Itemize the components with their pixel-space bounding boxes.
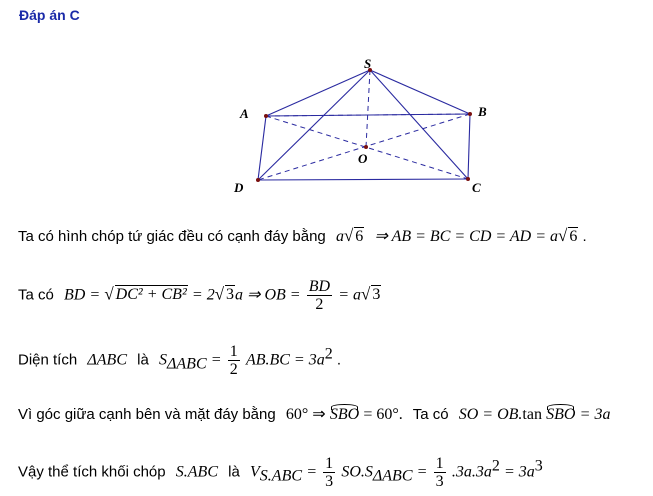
solution-line-4 [18, 404, 610, 424]
line5-sup-b: 3 [534, 457, 543, 475]
line3-math-a: ΔABC [87, 351, 127, 369]
line5-math-f: .3a.3a [451, 463, 492, 481]
edge-DC [258, 179, 468, 180]
solution-line-5 [18, 455, 543, 490]
line4-math-d: = 3a [579, 406, 611, 423]
line2-math-c: a ⇒ OB = [235, 286, 301, 304]
line5-fraction-b: $\frac{1}{3}$ [435, 455, 444, 490]
line3-math-d: AB.BC = 3a [245, 351, 325, 369]
line5-sup-a: 2 [491, 457, 500, 475]
line1-sqrt-a: 6 [355, 228, 364, 245]
point-B [468, 112, 472, 116]
line2-sqrt-c: 3 [372, 286, 381, 304]
line5-math-d: SO.S [341, 463, 373, 481]
line2-math-a: BD = [64, 286, 101, 304]
line1-math-b: ⇒ AB = BC = CD = AD = a [374, 228, 559, 245]
line4-angle-a: SBO [329, 406, 360, 423]
edge-SC [370, 70, 468, 179]
pyramid-figure [228, 52, 498, 197]
edge-SB [370, 70, 470, 114]
answer-heading: Đáp án C [19, 7, 80, 23]
solution-line-2: Ta có BD = √ DC² + CB² = 2√ 3a ⇒ OB = $\frac{BD}{2}$ = a√ 3 [18, 278, 381, 313]
line4-angle-b: SBO [546, 406, 576, 423]
label-O: O [358, 151, 368, 166]
point-O [364, 145, 368, 149]
line5-fraction-a: $\frac{1}{3}$ [325, 455, 334, 490]
line4-text-a: Vì góc giữa cạnh bên và mặt đáy bằng [18, 406, 276, 423]
line3-text-b: là [137, 351, 149, 369]
line5-math-b: V [250, 463, 260, 481]
label-A: A [240, 106, 249, 121]
line3-text-a: Diện tích [18, 351, 78, 369]
line4-tan: tan [522, 406, 542, 423]
line3-math-b: S [159, 351, 168, 369]
line4-text-b: Ta có [412, 406, 449, 423]
line5-math-a: S.ABC [175, 463, 218, 481]
point-A [264, 114, 268, 118]
line5-math-e: = [416, 463, 428, 481]
line3-end: . [336, 351, 342, 369]
line2-math-d: = a [338, 286, 362, 304]
label-B: B [478, 104, 487, 119]
line2-text: Ta có [18, 286, 54, 304]
label-D: D [234, 180, 244, 195]
line5-math-g: = 3a [503, 463, 535, 481]
solution-line-3 [18, 343, 341, 378]
edge-AD [258, 116, 266, 180]
line2-sqrt-a: DC² + CB² [115, 286, 187, 304]
height-SO [366, 70, 370, 147]
point-D [256, 178, 260, 182]
line1-sqrt-b: 6 [569, 228, 578, 245]
line2-fraction: $\frac{BD}{2}$ [308, 278, 331, 313]
line3-fraction: $\frac{1}{2}$ [229, 343, 238, 378]
line5-sub-b: ΔABC [372, 467, 413, 485]
line3-math-c: = [210, 351, 222, 369]
line5-text-a: Vậy thể tích khối chóp [18, 463, 166, 481]
line1-math-a: a [335, 228, 344, 245]
label-C: C [472, 180, 481, 195]
line3-sup: 2 [324, 345, 333, 363]
line4-math-b: = 60°. [363, 406, 403, 423]
line4-math-a: 60° ⇒ [285, 406, 326, 423]
edge-BC [468, 114, 470, 179]
point-C [466, 177, 470, 181]
line1-end: . [582, 228, 587, 245]
edge-SA [266, 70, 370, 116]
line5-text-b: là [228, 463, 240, 481]
line5-sub-a: S.ABC [259, 467, 303, 485]
line4-math-c: SO = OB. [458, 406, 523, 423]
line3-sub: ΔABC [167, 355, 207, 373]
line5-math-c: = [306, 463, 317, 481]
line2-math-b: = 2 [191, 286, 215, 304]
line2-sqrt-b: 3 [226, 286, 235, 304]
line1-text: Ta có hình chóp tứ giác đều có cạnh đáy bằng [18, 228, 326, 245]
edge-SD [258, 70, 370, 180]
solution-line-1: Ta có hình chóp tứ giác đều có cạnh đáy bằng a√ 6 ⇒ AB = BC = CD = AD = a√ 6 . [18, 226, 587, 245]
label-S: S [364, 56, 372, 71]
